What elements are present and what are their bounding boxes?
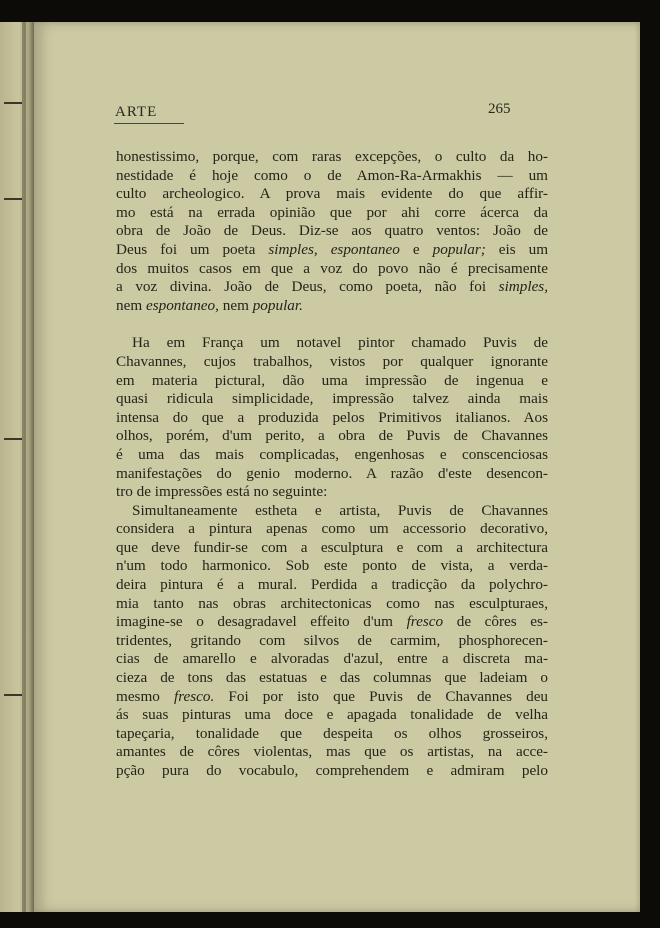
text-line: n'um todo harmonico. Sob este ponto de vista, a verda- (116, 557, 548, 575)
text-span: nem (222, 296, 249, 314)
italic-text: espontaneo, (145, 296, 219, 314)
text-line: manifestações do genio moderno. A razão d'este desencon- (116, 464, 548, 482)
binding-shadow (22, 22, 26, 912)
text-line: em materia pictural, dão uma impressão de ingenua e (116, 371, 548, 389)
book-page (34, 22, 640, 912)
text-line (116, 613, 548, 632)
text-line: olhos, porém, d'um perito, a obra de Puvis de Chavannes (116, 427, 548, 445)
text-span: a voz divina. João de Deus, como poeta, não foi (116, 278, 487, 296)
page-mark (4, 198, 22, 200)
paragraph (116, 148, 548, 315)
text-span: Foi por isto que Puvis de Chavannes deu (228, 687, 549, 705)
header-rule (114, 123, 184, 124)
text-line: que deve fundir-se com a esculptura e com a architectura (116, 538, 548, 556)
text-line: amantes de côres violentas, mas que os artistas, na acce- (116, 743, 548, 761)
text-line: obra de João de Deus. Diz-se aos quatro ventos: João de (116, 222, 548, 240)
text-span: imagine-se o desagradavel effeito d'um (116, 613, 393, 631)
paragraph (116, 334, 548, 501)
text-span: eis um (498, 240, 549, 258)
page-number: 265 (488, 101, 511, 117)
text-line (116, 297, 548, 316)
text-line: cieza de tons das estatuas e das columnas que ladeiam o (116, 669, 548, 687)
text-line: dos muitos casos em que a voz do povo não é precisamente (116, 259, 548, 277)
paragraph (116, 502, 548, 781)
text-line (116, 278, 548, 297)
text-line (116, 688, 548, 707)
text-line: Chavannes, cujos trabalhos, vistos por qualquer ignorante (116, 352, 548, 370)
text-line: deira pintura é a mural. Perdida a tradicção da polychro- (116, 576, 548, 594)
text-line: honestissimo, porque, com raras excepções, o culto da ho- (116, 148, 548, 165)
text-line: mo está na errada opinião que por ahi corre ácerca da (116, 203, 548, 221)
italic-text: popular; (432, 240, 486, 258)
text-span: Deus foi um poeta (116, 240, 256, 258)
text-line: tapeçaria, tonalidade que despeita os olhos grosseiros, (116, 724, 548, 742)
text-line: tro de impressões está no seguinte: (116, 483, 328, 501)
text-line: intensa do que a produzida pelos Primitivos italianos. Aos (116, 408, 548, 426)
italic-text: fresco (406, 613, 444, 631)
text-line: ás suas pinturas uma doce e apagada tonalidade de velha (116, 706, 548, 724)
text-span: de côres es- (456, 613, 548, 631)
text-span: mesmo (116, 687, 160, 705)
text-line: pção pura do vocabulo, comprehendem e admiram pelo (116, 762, 548, 779)
italic-text: popular. (252, 296, 303, 314)
text-line: cias de amarello e alvoradas d'azul, entre a discreta ma- (116, 650, 548, 668)
running-title: ARTE (115, 104, 158, 120)
text-line: considera a pintura apenas como um accessorio decorativo, (116, 520, 548, 538)
page-mark (4, 694, 22, 696)
previous-page-edge (0, 22, 34, 912)
body-text (116, 148, 548, 781)
page-mark (4, 102, 22, 104)
text-span: e (412, 240, 420, 258)
italic-text: simples, espontaneo (268, 240, 400, 258)
text-line: Simultaneamente estheta e artista, Puvis de Chavannes (132, 501, 548, 519)
text-line: nestidade é hoje como o de Amon-Ra-Armakhis — um (116, 166, 548, 184)
text-line: mia tanto nas obras architectonicas como nas esculpturaes, (116, 594, 548, 612)
text-line: tridentes, gritando com silvos de carmim, phosphorecen- (116, 631, 548, 649)
text-line: culto archeologico. A prova mais evidente do que affir- (116, 185, 548, 203)
text-line (116, 241, 548, 260)
text-span: nem (116, 296, 143, 314)
text-line: quasi ridicula simplicidade, impressão talvez ainda mais (116, 390, 548, 408)
page-mark (4, 438, 22, 440)
text-line: Ha em França um notavel pintor chamado Puvis de (132, 334, 548, 352)
italic-text: fresco. (173, 687, 215, 705)
text-line: é uma das mais complicadas, engenhosas e conscenciosas (116, 445, 548, 463)
italic-text: simples, (498, 278, 549, 296)
